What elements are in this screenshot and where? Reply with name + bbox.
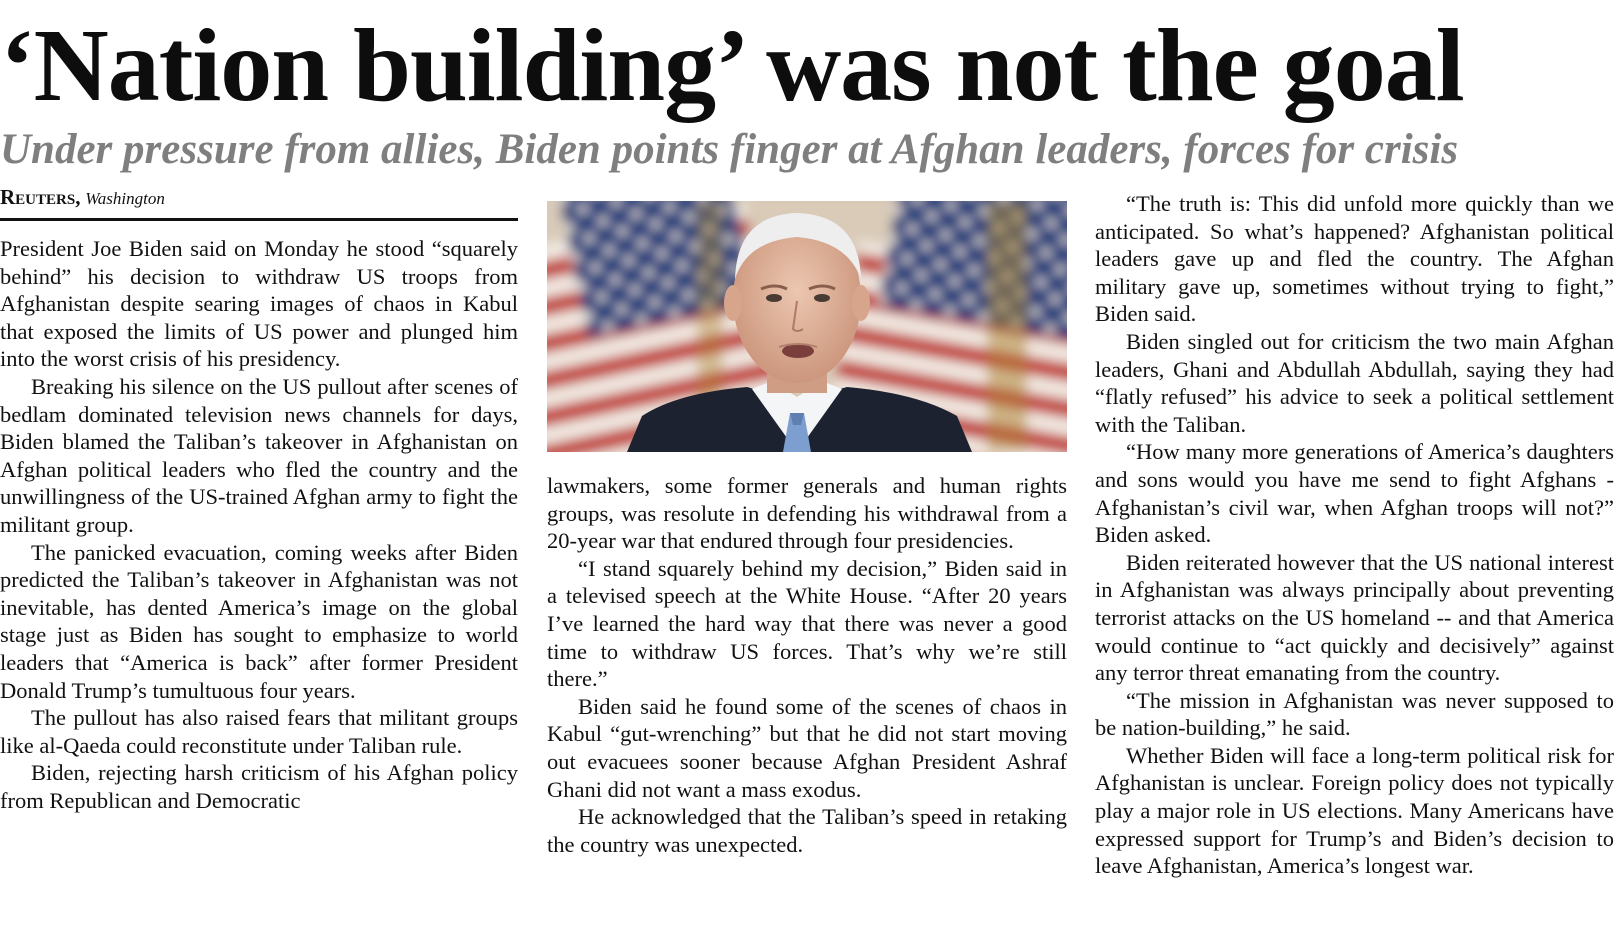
article-column-3 [1095, 190, 1614, 880]
paragraph: The pullout has also raised fears that militant groups like al-Qaeda could reconstitute under Taliban rule. [0, 705, 518, 758]
paragraph: Biden reiterated however that the US national interest in Afghanistan was always principally about preventing terrorist attacks on the US homeland -- and that America would continue to “act quickly and decisively” against any terror threat emanating from the country. [1095, 549, 1614, 686]
paragraph: Whether Biden will face a long-term political risk for Afghanistan is unclear. Foreign policy does not typically play a major role in US elections. Many Americans have expressed support for Trump’s and Biden’s decision to leave Afghanistan, America’s longest war. [1095, 742, 1614, 879]
paragraph: “How many more generations of America’s daughters and sons would you have me send to fight Afghans - Afghanistan’s civil war, when Afghan troops will not?” Biden asked. [1095, 439, 1614, 548]
paragraph: Biden said he found some of the scenes of chaos in Kabul “gut-wrenching” but that he did not start moving out evacuees sooner because Afghan President Ashraf Ghani did not want a mass exodus. [547, 693, 1067, 802]
headline: ‘Nation building’ was not the goal [0, 8, 1464, 123]
paragraph: lawmakers, some former generals and human rights groups, was resolute in defending his withdrawal from a 20-year war that endured through four presidencies. [547, 473, 1067, 554]
article-column-2 [547, 472, 1067, 858]
paragraph: The panicked evacuation, coming weeks after Biden predicted the Taliban’s takeover in Afghanistan was not inevitable, has dented America’s image on the global stage just as Biden has sought to emphasize to world leaders that “America is back” after former President Donald Trump’s tumultuous four years. [0, 539, 518, 703]
news-photo [547, 201, 1067, 452]
paragraph: “I stand squarely behind my decision,” Biden said in a televised speech at the White House. “After 20 years I’ve learned the hard way that there was never a good time to withdraw US forces. That’s why we’re still there.” [547, 555, 1067, 692]
byline-agency: Reuters, [0, 185, 81, 209]
paragraph: Breaking his silence on the US pullout after scenes of bedlam dominated television news channels for days, Biden blamed the Taliban’s takeover in Afghanistan on Afghan political leaders who fled the country and the unwillingness of the US-trained Afghan army to fight the militant group. [0, 373, 518, 537]
paragraph: “The truth is: This did unfold more quickly than we anticipated. So what’s happened? Afghanistan political leaders gave up and fled the country. The Afghan military gave up, sometimes without trying to fight,” Biden said. [1095, 191, 1614, 327]
byline-location: Washington [85, 189, 165, 208]
subheadline: Under pressure from allies, Biden points finger at Afghan leaders, forces for crisis [0, 126, 1459, 173]
photo-illustration [547, 201, 1067, 452]
paragraph: Biden singled out for criticism the two main Afghan leaders, Ghani and Abdullah Abdullah, saying they had “flatly refused” his advice to seek a political settlement with the Taliban. [1095, 328, 1614, 437]
article-column-1 [0, 235, 518, 814]
paragraph: He acknowledged that the Taliban’s speed in retaking the country was unexpected. [547, 804, 1067, 857]
paragraph: President Joe Biden said on Monday he stood “squarely behind” his decision to withdraw US troops from Afghanistan despite searing images of chaos in Kabul that exposed the limits of US power and plunged him into the worst crisis of his presidency. [0, 236, 518, 372]
byline [0, 184, 518, 221]
paragraph: “The mission in Afghanistan was never supposed to be nation-building,” he said. [1095, 687, 1614, 741]
paragraph: Biden, rejecting harsh criticism of his Afghan policy from Republican and Democratic [0, 760, 518, 813]
